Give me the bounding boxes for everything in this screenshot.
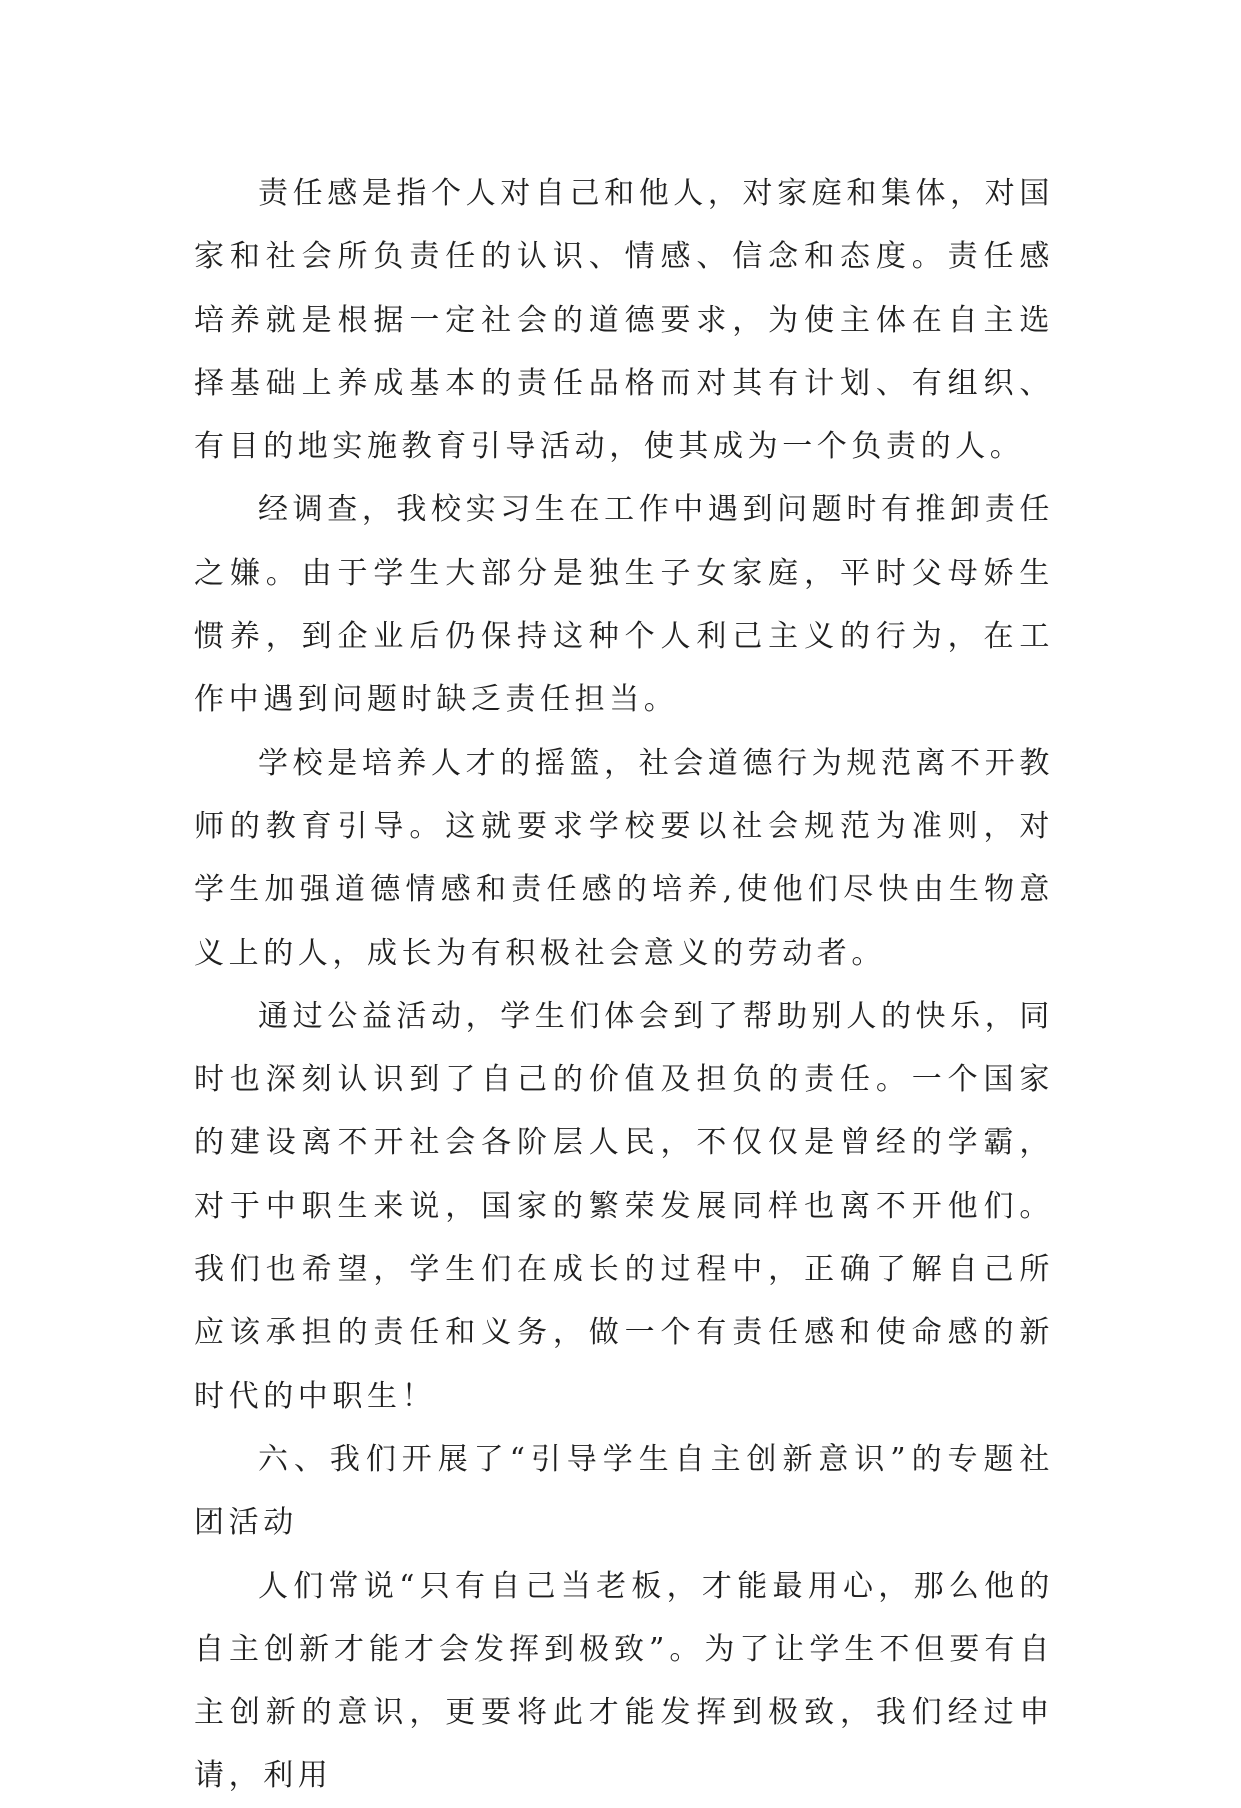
paragraph-survey-findings: 经调查，我校实习生在工作中遇到问题时有推卸责任之嫌。由于学生大部分是独生子女家庭，平时父母娇生惯养，到企业后仍保持这种个人利己主义的行为，在工作中遇到问题时缺乏责任担当。 [194, 492, 1054, 718]
paragraph-innovation: 人们常说“只有自己当老板，才能最用心，那么他的自主创新才能才会发挥到极致”。为了让学生不但要有自主创新的意识，更要将此才能发挥到极致，我们经过申请，利用 [194, 1568, 1054, 1794]
paragraph-responsibility-definition: 责任感是指个人对自己和他人，对家庭和集体，对国家和社会所负责任的认识、情感、信念和态度。责任感培养就是根据一定社会的道德要求，为使主体在自主选择基础上养成基本的责任品格而对其有计划、有组织、有目的地实施教育引导活动，使其成为一个负责的人。 [194, 176, 1054, 465]
paragraph-school-role: 学校是培养人才的摇篮，社会道德行为规范离不开教师的教育引导。这就要求学校要以社会规范为准则，对学生加强道德情感和责任感的培养,使他们尽快由生物意义上的人，成长为有积极社会意义的劳动者。 [194, 745, 1054, 971]
document-body [194, 162, 1054, 1808]
paragraph-public-welfare: 通过公益活动，学生们体会到了帮助别人的快乐，同时也深刻认识到了自己的价值及担负的责任。一个国家的建设离不开社会各阶层人民，不仅仅是曾经的学霸，对于中职生来说，国家的繁荣发展同样也离不开他们。我们也希望，学生们在成长的过程中，正确了解自己所应该承担的责任和义务，做一个有责任感和使命感的新时代的中职生！ [194, 998, 1054, 1414]
section-heading-six: 六、我们开展了“引导学生自主创新意识”的专题社团活动 [194, 1441, 1054, 1541]
